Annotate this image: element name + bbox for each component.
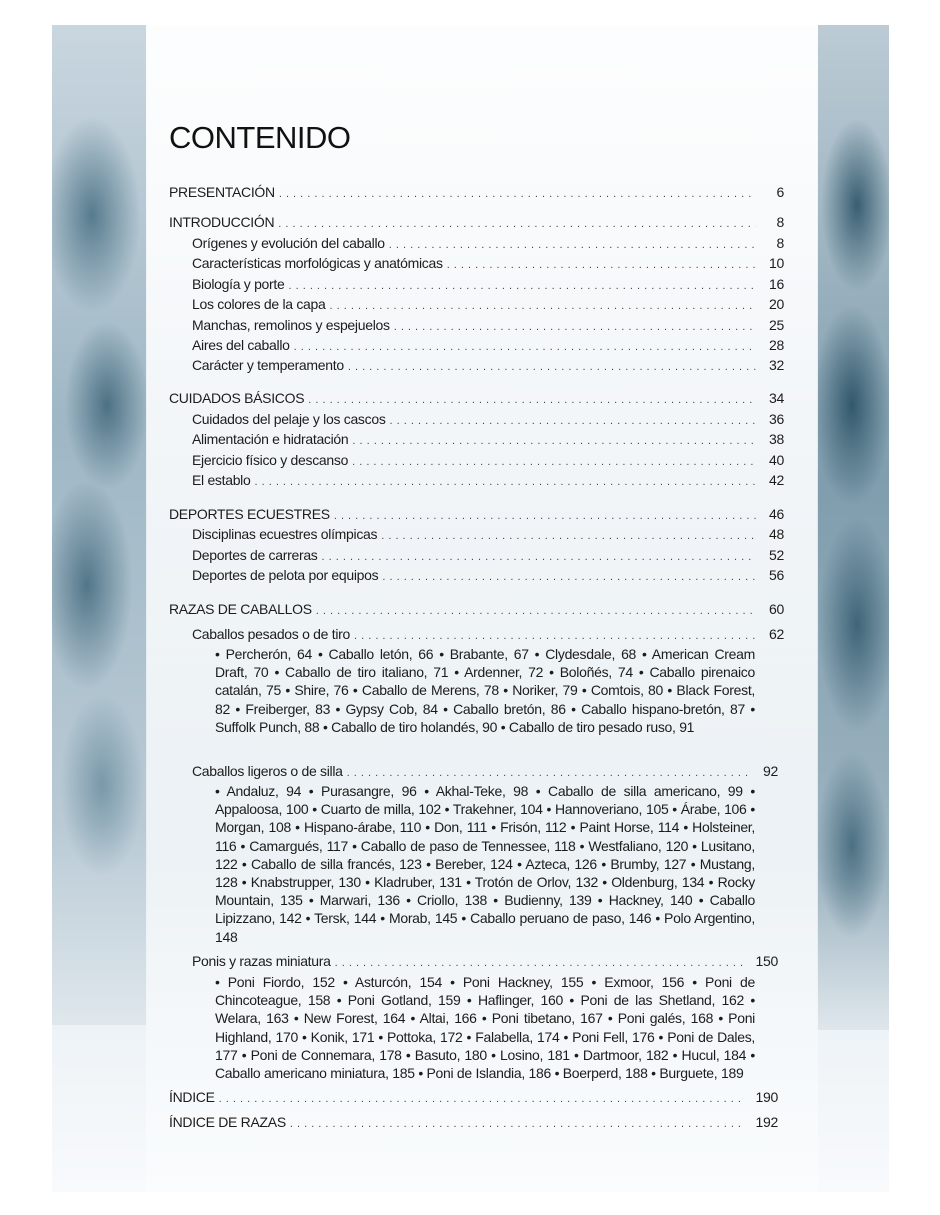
toc-entry-label: ÍNDICE (169, 1089, 215, 1105)
toc-subentry-ligeros[interactable] (192, 763, 778, 782)
dot-leader (219, 1093, 744, 1105)
toc-entry-label: PRESENTACIÓN (169, 184, 275, 200)
toc-subentry[interactable] (192, 255, 784, 274)
toc-subentry[interactable] (192, 526, 784, 545)
toc-page-number: 32 (769, 357, 784, 373)
breed-list-pesados: • Percherón, 64 • Caballo letón, 66 • Brabante, 67 • Clydesdale, 68 • American Cream Draft, 70 • Caballo de tiro italiano, 71 • Ardenner, 72 • Boloñés, 74 • Caballo pirenaico catalán, 75 • Shire, 76 • Caballo de Merens, 78 • Noriker, 79 • Comtois, 80 • Black Forest, 82 • Freiberger, 83 • Gypsy Cob, 84 • Caballo bretón, 86 • Caballo hispano-bretón, 87 • Suffolk Punch, 88 • Caballo de tiro holandés, 90 • Caballo de tiro pesado ruso, 91 (215, 646, 755, 735)
toc-page-number: 8 (776, 235, 784, 251)
toc-entry-label: Ejercicio físico y descanso (192, 452, 349, 468)
toc-entry-indice[interactable] (169, 1089, 778, 1108)
dot-leader (316, 605, 756, 617)
toc-entry-label: Deportes de pelota por equipos (192, 567, 379, 583)
dot-leader (381, 530, 756, 542)
toc-entry-label: INTRODUCCIÓN (169, 214, 275, 230)
dot-leader (352, 456, 756, 468)
toc-page-number: 38 (769, 431, 784, 447)
toc-page-number: 46 (769, 506, 784, 522)
toc-entry-razas[interactable] (169, 601, 784, 620)
toc-entry-deportes[interactable] (169, 506, 784, 525)
toc-page-number: 6 (776, 184, 784, 200)
toc-page-number: 16 (769, 276, 784, 292)
toc-entry-cuidados[interactable] (169, 390, 784, 409)
page-title: CONTENIDO (169, 120, 351, 155)
toc-subentry[interactable] (192, 317, 784, 336)
toc-page-number: 192 (755, 1114, 778, 1130)
toc-subentry-ponis[interactable] (192, 953, 778, 972)
toc-page-number: 40 (769, 452, 784, 468)
toc-page-number: 10 (769, 255, 784, 271)
toc-entry-label: ÍNDICE DE RAZAS (169, 1114, 286, 1130)
dot-leader (389, 239, 756, 251)
toc-entry-label: Manchas, remolinos y espejuelos (192, 317, 390, 333)
toc-subentry[interactable] (192, 235, 784, 254)
dot-leader (278, 218, 756, 230)
dot-leader (382, 571, 756, 583)
toc-subentry-pesados[interactable] (192, 626, 784, 645)
toc-entry-label: Caballos ligeros o de silla (192, 763, 343, 779)
dot-leader (447, 259, 756, 271)
toc-subentry[interactable] (192, 276, 784, 295)
toc-page-number: 34 (769, 390, 784, 406)
dot-leader (394, 321, 756, 333)
toc-subentry[interactable] (192, 411, 784, 430)
toc-page-number: 20 (769, 296, 784, 312)
dot-leader (334, 510, 756, 522)
toc-subentry[interactable] (192, 547, 784, 566)
dot-leader (294, 341, 756, 353)
dot-leader (347, 767, 750, 779)
toc-page-number: 190 (755, 1089, 778, 1105)
toc-subentry[interactable] (192, 472, 784, 491)
right-pine-trees (817, 25, 889, 1030)
toc-subentry[interactable] (192, 296, 784, 315)
breed-list-ponis: • Poni Fiordo, 152 • Asturcón, 154 • Poni Hackney, 155 • Exmoor, 156 • Poni de Chincoteague, 158 • Poni Gotland, 159 • Haflinger, 160 • Poni de las Shetland, 162 • Welara, 163 • New Forest, 164 • Altai, 166 • Poni tibetano, 167 • Poni galés, 168 • Poni Highland, 170 • Konik, 171 • Pottoka, 172 • Falabella, 174 • Poni Fell, 176 • Poni de Dales, 177 • Poni de Connemara, 178 • Basuto, 180 • Losino, 181 • Dartmoor, 182 • Hucul, 184 • Caballo americano miniatura, 185 • Poni de Islandia, 186 • Boerperd, 188 • Burguete, 189 (215, 974, 755, 1082)
toc-page-number: 92 (763, 763, 778, 779)
dot-leader (290, 1118, 744, 1130)
toc-page-number: 42 (769, 472, 784, 488)
toc-subentry[interactable] (192, 452, 784, 471)
toc-entry-label: Disciplinas ecuestres olímpicas (192, 526, 378, 542)
toc-entry-label: CUIDADOS BÁSICOS (169, 390, 305, 406)
dot-leader (348, 361, 756, 373)
toc-entry-label: Carácter y temperamento (192, 357, 344, 373)
toc-entry-presentacion[interactable] (169, 184, 784, 203)
toc-subentry[interactable] (192, 431, 784, 450)
toc-page-number: 150 (755, 953, 778, 969)
toc-entry-label: RAZAS DE CABALLOS (169, 601, 312, 617)
dot-leader (308, 394, 756, 406)
dot-leader (254, 476, 756, 488)
toc-entry-label: Orígenes y evolución del caballo (192, 235, 385, 251)
dot-leader (279, 188, 756, 200)
toc-page-number: 60 (769, 601, 784, 617)
toc-subentry[interactable] (192, 337, 784, 356)
toc-page-number: 56 (769, 567, 784, 583)
toc-entry-label: Deportes de carreras (192, 547, 318, 563)
left-pine-trees (52, 25, 147, 1025)
dot-leader (354, 630, 756, 642)
toc-entry-label: Alimentación e hidratación (192, 431, 349, 447)
toc-entry-label: Biología y porte (192, 276, 285, 292)
dot-leader (335, 957, 744, 969)
toc-entry-indice-razas[interactable] (169, 1114, 778, 1133)
toc-page-number: 28 (769, 337, 784, 353)
toc-entry-label: Los colores de la capa (192, 296, 326, 312)
toc-subentry[interactable] (192, 357, 784, 376)
toc-subentry[interactable] (192, 567, 784, 586)
toc-page-number: 62 (769, 626, 784, 642)
dot-leader (330, 300, 757, 312)
dot-leader (390, 415, 756, 427)
toc-entry-introduccion[interactable] (169, 214, 784, 233)
dot-leader (322, 551, 756, 563)
toc-entry-label: Aires del caballo (192, 337, 290, 353)
dot-leader (288, 280, 756, 292)
toc-page-number: 52 (769, 547, 784, 563)
toc-entry-label: El establo (192, 472, 251, 488)
toc-entry-label: Cuidados del pelaje y los cascos (192, 411, 386, 427)
toc-entry-label: Caballos pesados o de tiro (192, 626, 350, 642)
toc-page-number: 8 (776, 214, 784, 230)
toc-page-number: 25 (769, 317, 784, 333)
dot-leader (352, 435, 756, 447)
breed-list-ligeros: • Andaluz, 94 • Purasangre, 96 • Akhal-Teke, 98 • Caballo de silla americano, 99 • Appaloosa, 100 • Cuarto de milla, 102 • Trakehner, 104 • Hannoveriano, 105 • Árabe, 106 • Morgan, 108 • Hispano-árabe, 110 • Don, 111 • Frisón, 112 • Paint Horse, 114 • Holsteiner, 116 • Camargués, 117 • Caballo de paso de Tennessee, 118 • Westfaliano, 120 • Lusitano, 122 • Caballo de silla francés, 123 • Bereber, 124 • Azteca, 126 • Brumby, 127 • Mustang, 128 • Knabstrupper, 130 • Kladruber, 131 • Trotón de Orlov, 132 • Oldenburg, 134 • Rocky Mountain, 135 • Marwari, 136 • Criollo, 138 • Budienny, 139 • Hackney, 140 • Caballo Lipizzano, 142 • Tersk, 144 • Morab, 145 • Caballo peruano de paso, 146 • Polo Argentino, 148 (215, 783, 755, 945)
toc-entry-label: Características morfológicas y anatómicas (192, 255, 443, 271)
toc-page-number: 36 (769, 411, 784, 427)
toc-entry-label: DEPORTES ECUESTRES (169, 506, 330, 522)
toc-page-number: 48 (769, 526, 784, 542)
toc-entry-label: Ponis y razas miniatura (192, 953, 331, 969)
